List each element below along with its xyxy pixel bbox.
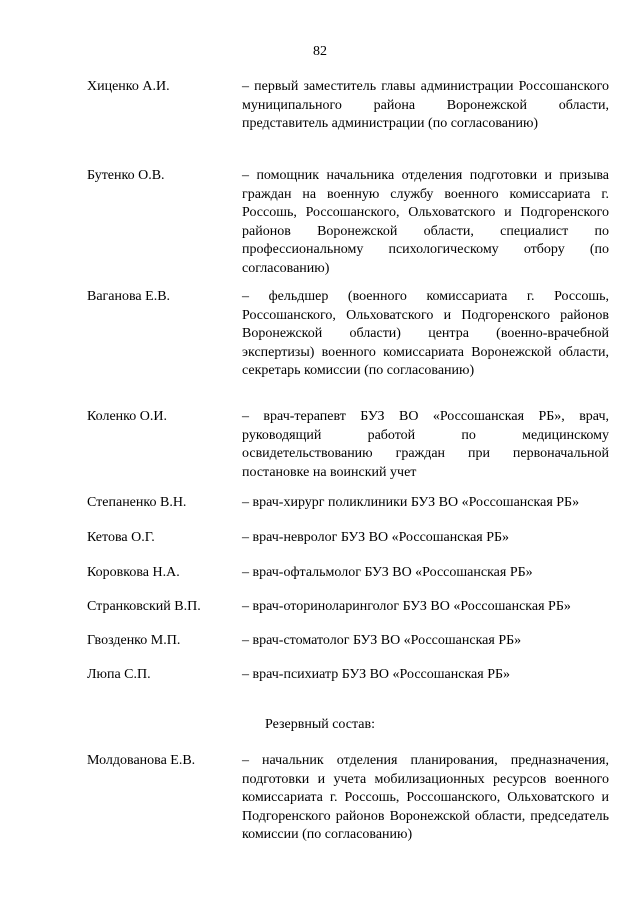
member-name: Коленко О.И. bbox=[87, 409, 167, 424]
member-role: – врач-оториноларинголог БУЗ ВО «Россошанская РБ» bbox=[242, 599, 571, 614]
member-name: Люпа С.П. bbox=[87, 667, 151, 682]
member-name: Кетова О.Г. bbox=[87, 530, 155, 545]
member-role: – врач-стоматолог БУЗ ВО «Россошанская РБ» bbox=[242, 633, 522, 648]
member-name: Коровкова Н.А. bbox=[87, 565, 180, 580]
member-name: Странковский В.П. bbox=[87, 599, 201, 614]
member-role: – врач-терапевт БУЗ ВО «Россошанская РБ», врач, руководящий работой по медицинскому освидетельствованию граждан при первоначальной постановке на воинский учет bbox=[242, 409, 609, 480]
member-name: Гвозденко М.П. bbox=[87, 633, 181, 648]
member-role: – помощник начальника отделения подготовки и призыва граждан на военную службу военного комиссариата г. Россошь, Россошанского, Ольховатского и Подгоренского районов Воронежской области, специалист по профессиональному психологическому отбору (по согласованию) bbox=[242, 168, 609, 276]
member-name: Степаненко В.Н. bbox=[87, 495, 187, 510]
member-role: – врач-невролог БУЗ ВО «Россошанская РБ» bbox=[242, 530, 510, 545]
member-role: – врач-офтальмолог БУЗ ВО «Россошанская РБ» bbox=[242, 565, 533, 580]
page-number: 82 bbox=[313, 44, 327, 59]
reserve-heading: Резервный состав: bbox=[264, 717, 375, 732]
member-role: – врач-хирург поликлиники БУЗ ВО «Россошанская РБ» bbox=[242, 495, 580, 510]
member-role: – первый заместитель главы администрации Россошанского муниципального района Воронежской области, представитель администрации (по согласованию) bbox=[242, 79, 609, 131]
member-name: Бутенко О.В. bbox=[87, 168, 165, 183]
member-name: Молдованова Е.В. bbox=[87, 753, 196, 768]
member-name: Ваганова Е.В. bbox=[87, 289, 171, 304]
member-role: – начальник отделения планирования, предназначения, подготовки и учета мобилизационных ресурсов военного комиссариата г. Россошь, Россошанского, Ольховатского и Подгоренского районов Воронежской области, председатель комиссии (по согласованию) bbox=[242, 753, 609, 842]
member-role: – фельдшер (военного комиссариата г. Россошь, Россошанского, Ольховатского и Подгоренского районов Воронежской области) центра (военно-врачебной экспертизы) военного комиссариата Воронежской области, секретарь комиссии (по согласованию) bbox=[242, 289, 609, 378]
member-role: – врач-психиатр БУЗ ВО «Россошанская РБ» bbox=[242, 667, 511, 682]
member-name: Хиценко А.И. bbox=[87, 79, 170, 94]
